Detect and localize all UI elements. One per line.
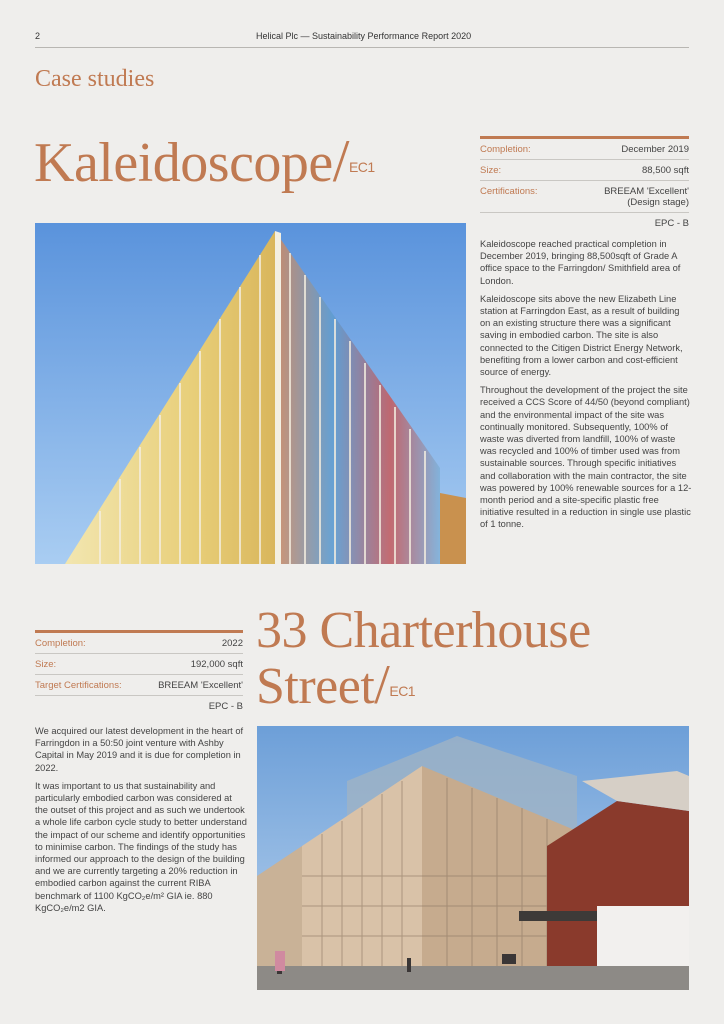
charterhouse-spec-table <box>35 630 243 716</box>
charterhouse-postcode: EC1 <box>389 683 416 699</box>
spec-label: Size: <box>480 165 502 176</box>
kaleidoscope-title-text: Kaleidoscope <box>34 132 333 194</box>
spec-row-epc <box>35 696 243 716</box>
charterhouse-title-line1: 33 Charterhouse <box>256 602 591 659</box>
spec-label: Completion: <box>480 144 531 155</box>
kaleidoscope-building-photo <box>35 223 466 564</box>
spec-label: Size: <box>35 659 57 670</box>
section-title: Case studies <box>35 66 155 92</box>
spec-value: 2022 <box>221 638 243 649</box>
charterhouse-building-photo <box>257 726 689 990</box>
charterhouse-title <box>256 604 591 714</box>
spec-row-completion <box>35 633 243 654</box>
spec-value: 192,000 sqft <box>190 659 243 670</box>
spec-row-certifications <box>35 675 243 696</box>
charterhouse-body-text <box>35 725 247 920</box>
spec-row-size <box>480 160 689 181</box>
kaleidoscope-title <box>34 128 375 196</box>
kaleidoscope-postcode: EC1 <box>348 159 375 175</box>
epc-rating: EPC - B <box>654 218 689 229</box>
paragraph: We acquired our latest development in the heart of Farringdon in a 50:50 joint venture with Ashby Capital in May 2019 and it is due for completion in 2022. <box>35 726 244 773</box>
paragraph: Kaleidoscope sits above the new Elizabeth Line station at Farringdon East, as a result of building on an existing structure there was a significant saving in embodied carbon. The site is also connected to the Citigen District Energy Network, benefiting from a lower carbon and cost-efficient source of energy. <box>480 293 683 378</box>
spec-value: BREEAM 'Excellent' <box>158 680 243 691</box>
header-divider <box>35 47 689 48</box>
title-slash: / <box>332 128 349 194</box>
spec-row-size <box>35 654 243 675</box>
charterhouse-title-text: Street <box>256 658 375 715</box>
spec-label: Completion: <box>35 638 86 649</box>
spec-value: 88,500 sqft <box>641 165 689 176</box>
paragraph: Kaleidoscope reached practical completion in December 2019, bringing 88,500sqft of Grade A office space to the Farringdon/ Smithfield area of London. <box>480 239 681 286</box>
page-number: 2 <box>35 31 41 41</box>
kaleidoscope-body-text <box>480 238 692 537</box>
spec-value: December 2019 <box>621 144 689 155</box>
spec-value: BREEAM 'Excellent' (Design stage) <box>604 186 689 208</box>
paragraph: Throughout the development of the project the site received a CCS Score of 44/50 (beyond compliant) and the environmental impact of the site was continually monitored. Subsequently, 100% of waste was diverted from landfill, 100% of waste was recycled and 100% of timber used was from sustainable sources. Through specific initiatives and collaboration with the main contractor, the site was powered by 100% renewable sources for a 12-month period and a site-specific plastic free initiative resulted in a reduction in single use plastic of 1 tonne. <box>480 385 692 530</box>
spec-label: Target Certifications: <box>35 680 122 691</box>
title-slash: / <box>374 654 390 716</box>
spec-label: Certifications: <box>480 186 538 197</box>
kaleidoscope-spec-table <box>480 136 689 233</box>
report-title: Helical Plc — Sustainability Performance Report 2020 <box>256 31 472 41</box>
paragraph: It was important to us that sustainability and particularly embodied carbon was considered at the outset of this project and as such we undertook a whole life carbon cycle study to better understand the impact of our scheme and identify opportunities to minimise carbon. The findings of the study has informed our approach to the design of the building and we are currently targeting a 20% reduction in embodied carbon against the current RIBA benchmark of 1100 KgCO₂e/m² GIA ie. 880 KgCO₂e/m2 GIA. <box>35 780 247 913</box>
epc-rating: EPC - B <box>208 701 243 712</box>
charterhouse-title-line2 <box>256 654 591 716</box>
spec-row-epc <box>480 213 689 233</box>
spec-row-completion <box>480 139 689 160</box>
spec-row-certifications <box>480 181 689 213</box>
